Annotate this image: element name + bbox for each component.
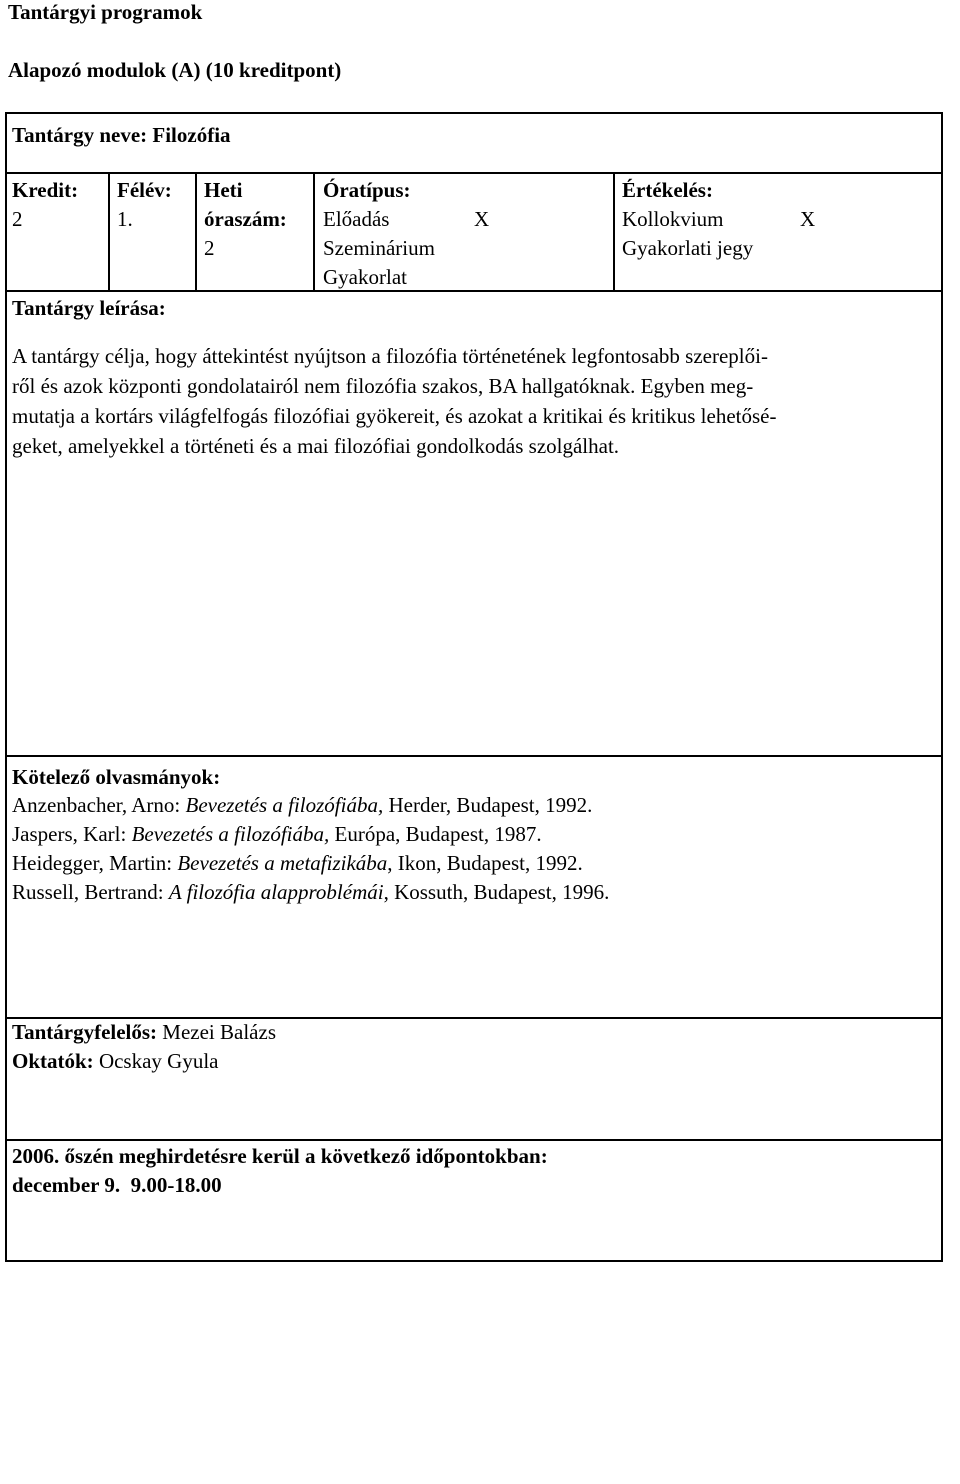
hours-label-line2: óraszám:	[204, 207, 287, 231]
grid-line	[313, 172, 315, 292]
reading-author: Heidegger, Martin:	[12, 851, 178, 875]
reading-author: Anzenbacher, Arno:	[12, 793, 186, 817]
course-responsible	[12, 1017, 276, 1047]
evaluation-colloquium-mark: X	[800, 207, 816, 231]
readings-label: Kötelező olvasmányok:	[12, 765, 221, 789]
course-responsible-label: Tantárgyfelelős:	[12, 1020, 158, 1044]
grid-line	[5, 290, 943, 292]
reading-author: Russell, Bertrand:	[12, 880, 169, 904]
hours-value: 2	[204, 236, 215, 260]
semester-value: 1.	[117, 207, 133, 231]
evaluation-colloquium: Kollokvium	[622, 207, 724, 231]
credit-label: Kredit:	[12, 178, 79, 202]
course-name-value: Filozófia	[152, 123, 231, 147]
reading-title: Bevezetés a filozófiába,	[185, 793, 384, 817]
reading-item	[12, 848, 583, 878]
course-name-label: Tantárgy neve:	[12, 123, 148, 147]
instructors	[12, 1046, 219, 1076]
schedule-heading: 2006. őszén meghirdetésre kerül a következő időpontokban:	[12, 1144, 548, 1168]
description-label: Tantárgy leírása:	[12, 296, 166, 320]
reading-item	[12, 790, 592, 820]
class-type-label: Óratípus:	[323, 178, 411, 202]
evaluation-label: Értékelés:	[622, 178, 713, 202]
reading-author: Jaspers, Karl:	[12, 822, 132, 846]
name-row-divider	[5, 172, 943, 174]
reading-item	[12, 877, 609, 907]
semester-label: Félév:	[117, 178, 172, 202]
instructors-label: Oktatók:	[12, 1049, 94, 1073]
course-name	[12, 120, 231, 150]
reading-item	[12, 819, 542, 849]
grid-line	[108, 172, 110, 292]
grid-line	[195, 172, 197, 292]
module-heading: Alapozó modulok (A) (10 kreditpont)	[8, 58, 342, 82]
reading-title: Bevezetés a metafizikába	[177, 851, 388, 875]
reading-title: A filozófia alapproblémái	[168, 880, 384, 904]
reading-publisher: , Ikon, Budapest, 1992.	[387, 851, 583, 875]
hours-label-line1: Heti	[204, 178, 243, 202]
reading-publisher: Herder, Budapest, 1992.	[383, 793, 593, 817]
description-line: ről és azok központi gondolatairól nem filozófia szakos, BA hallgatóknak. Egyben meg-	[12, 374, 754, 398]
grid-line	[613, 172, 615, 292]
class-type-seminar: Szeminárium	[323, 236, 435, 260]
document-title: Tantárgyi programok	[8, 0, 203, 24]
schedule-date: december 9. 9.00-18.00	[12, 1173, 222, 1197]
evaluation-practical-grade: Gyakorlati jegy	[622, 236, 754, 260]
class-type-lecture-mark: X	[474, 207, 490, 231]
description-line: geket, amelyekkel a történeti és a mai filozófiai gondolkodás szolgálhat.	[12, 434, 620, 458]
reading-title: Bevezetés a filozófiába,	[131, 822, 330, 846]
class-type-practice: Gyakorlat	[323, 265, 407, 289]
description-text	[12, 341, 934, 461]
course-responsible-value: Mezei Balázs	[157, 1020, 276, 1044]
reading-publisher: Európa, Budapest, 1987.	[329, 822, 542, 846]
reading-publisher: , Kossuth, Budapest, 1996.	[383, 880, 610, 904]
grid-line	[5, 172, 7, 292]
instructors-value: Ocskay Gyula	[93, 1049, 219, 1073]
description-line: mutatja a kortárs világfelfogás filozófiai gyökereit, és azokat a kritikai és kritikus lehetősé-	[12, 404, 777, 428]
class-type-lecture: Előadás	[323, 207, 390, 231]
description-line: A tantárgy célja, hogy áttekintést nyújtson a filozófia történetének legfontosabb szereplői-	[12, 344, 768, 368]
credit-value: 2	[12, 207, 23, 231]
